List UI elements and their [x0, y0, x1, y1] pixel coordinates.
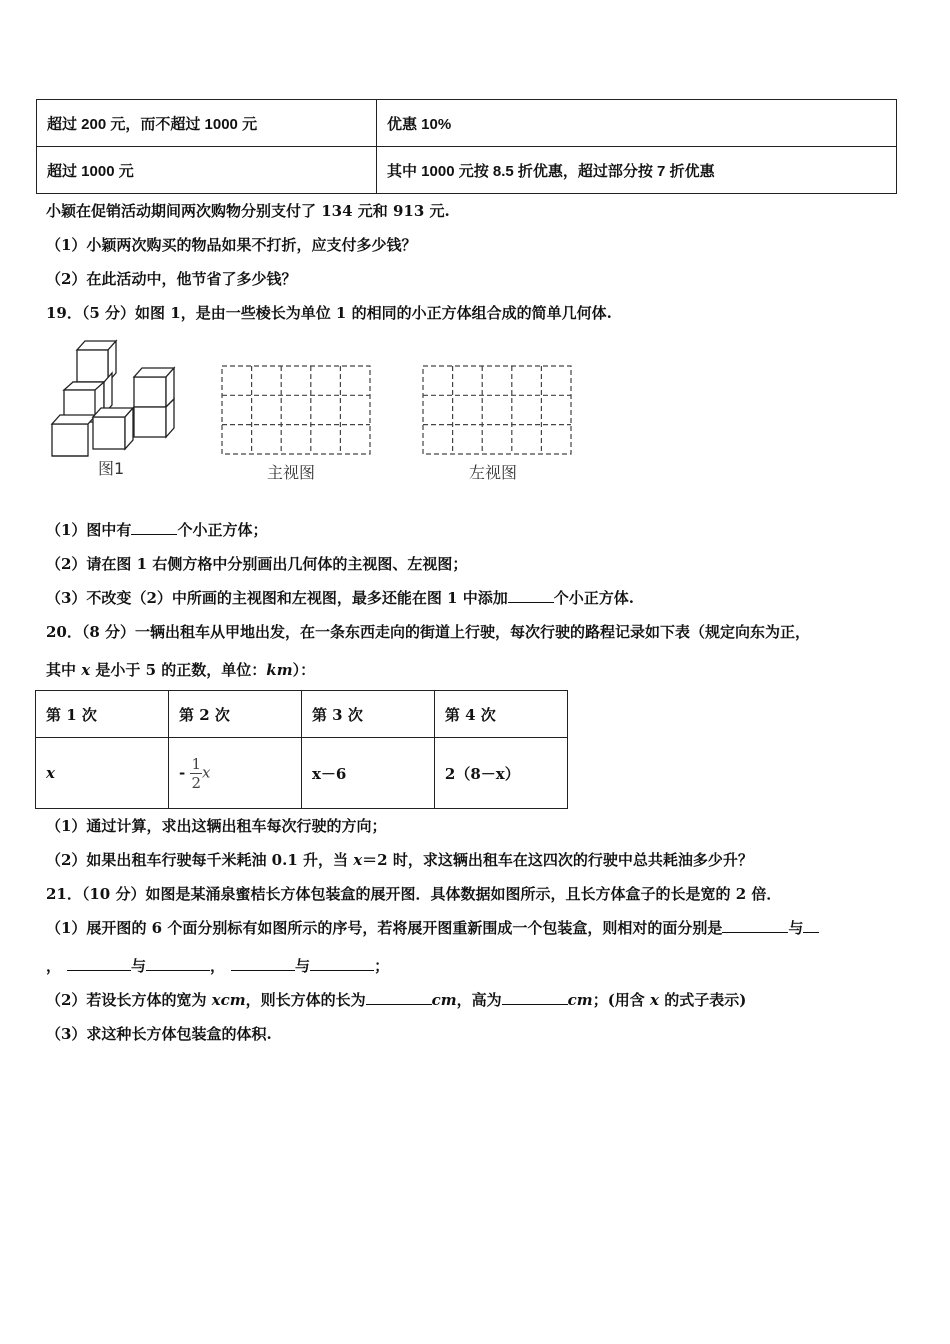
answer-blank[interactable]: [722, 918, 788, 933]
text: ；(用含: [592, 991, 651, 1009]
text: （1）图中有: [46, 521, 132, 539]
q19-part1: [46, 519, 267, 540]
front-view-label: 主视图: [267, 463, 316, 482]
text: 的式子表示): [658, 991, 747, 1009]
denominator: 2: [191, 773, 201, 792]
numerator: 1: [191, 754, 201, 773]
text: 其中: [46, 661, 82, 679]
text: 与: [788, 919, 804, 937]
fraction: [190, 755, 202, 792]
text: 个小正方体；: [177, 521, 268, 539]
table-cell: 优惠 10%: [377, 100, 897, 147]
value-cell: x－6: [301, 738, 434, 809]
text: ，: [46, 957, 62, 975]
answer-blank[interactable]: [366, 990, 432, 1005]
q21-part1-line2: [46, 955, 389, 976]
header-cell: 第 4 次: [434, 691, 567, 738]
var-x: x: [201, 763, 211, 781]
q18-part2: （2）在此活动中，他节省了多少钱？: [46, 270, 297, 288]
unit-km: km: [266, 661, 293, 679]
q21-part1-line1: [46, 917, 819, 938]
header-cell: 第 2 次: [168, 691, 301, 738]
q20-part1: （1）通过计算，求出这辆出租车每次行驶的方向；: [46, 817, 387, 835]
left-view-label: 左视图: [469, 463, 518, 482]
header-cell: 第 3 次: [301, 691, 434, 738]
var-x: x: [650, 991, 659, 1009]
q21-stem: 21．（10 分）如图是某涌泉蜜桔长方体包装盒的展开图．具体数据如图所示，且长方体盒子的长是宽的 2 倍．: [46, 885, 782, 903]
front-view-grid[interactable]: [220, 364, 372, 456]
q21-part3: （3）求这种长方体包装盒的体积.: [46, 1025, 272, 1043]
answer-blank[interactable]: [803, 918, 819, 933]
text: ＝2 时，求这辆出租车在这四次的行驶中总共耗油多少升？: [362, 851, 753, 869]
q20-stem-line2: [46, 659, 315, 680]
text: 与: [131, 957, 147, 975]
value-cell: 2（8－x）: [434, 738, 567, 809]
left-view-grid[interactable]: [421, 364, 573, 456]
text: （2）如果出租车行驶每千米耗油 0.1 升，当: [46, 851, 354, 869]
answer-blank[interactable]: [502, 990, 568, 1005]
cube-figure: [48, 338, 183, 463]
table-header-row: [36, 691, 568, 738]
q19-part3: [46, 587, 634, 608]
answer-blank[interactable]: [146, 956, 210, 971]
q21-part2: [46, 989, 746, 1010]
answer-blank[interactable]: [131, 520, 177, 535]
text: ，: [210, 957, 226, 975]
value-cell: [168, 738, 301, 809]
header-cell: 第 1 次: [36, 691, 169, 738]
q19-part2: （2）请在图 1 右侧方格中分别画出几何体的主视图、左视图；: [46, 555, 468, 573]
answer-blank[interactable]: [231, 956, 295, 971]
var-x: x: [81, 661, 91, 679]
table-row: [37, 100, 897, 147]
answer-blank[interactable]: [67, 956, 131, 971]
text: ）：: [292, 661, 316, 679]
trip-table: [35, 690, 568, 809]
q19-stem: 19．（5 分）如图 1，是由一些棱长为单位 1 的相同的小正方体组合成的简单几何体.: [46, 304, 612, 322]
var-x: x: [353, 851, 363, 869]
figure1-label: 图1: [98, 459, 125, 478]
minus-sign: -: [178, 763, 186, 781]
table-cell: 超过 1000 元: [37, 147, 377, 194]
answer-blank[interactable]: [310, 956, 374, 971]
text: 个小正方体.: [553, 589, 634, 607]
text: （1）展开图的 6 个面分别标有如图所示的序号，若将展开图重新围成一个包装盒，则相对的面分别是: [46, 919, 723, 937]
var-xcm: xcm: [211, 991, 246, 1009]
table-row: [37, 147, 897, 194]
q20-stem-line1: 20．（8 分）一辆出租车从甲地出发，在一条东西走向的街道上行驶，每次行驶的路程记录如下表（规定向东为正，: [46, 623, 811, 641]
text: 与: [295, 957, 311, 975]
unit-cm: cm: [567, 991, 593, 1009]
value-cell: x: [36, 738, 169, 809]
discount-table: [36, 99, 897, 194]
text: （3）不改变（2）中所画的主视图和左视图，最多还能在图 1 中添加: [46, 589, 508, 607]
text: 是小于 5 的正数，单位：: [90, 661, 267, 679]
text: ；: [374, 957, 390, 975]
table-row: [36, 738, 568, 809]
table-cell: 超过 200 元，而不超过 1000 元: [37, 100, 377, 147]
text: ，则长方体的长为: [245, 991, 366, 1009]
q18-part1: （1）小颖两次购买的物品如果不打折，应支付多少钱？: [46, 236, 417, 254]
answer-blank[interactable]: [508, 588, 554, 603]
text: （2）若设长方体的宽为: [46, 991, 212, 1009]
q20-part2: [46, 849, 753, 870]
text: ，高为: [456, 991, 502, 1009]
unit-cm: cm: [431, 991, 457, 1009]
q18-intro: 小颖在促销活动期间两次购物分别支付了 134 元和 913 元.: [46, 202, 450, 220]
table-cell: 其中 1000 元按 8.5 折优惠，超过部分按 7 折优惠: [377, 147, 897, 194]
